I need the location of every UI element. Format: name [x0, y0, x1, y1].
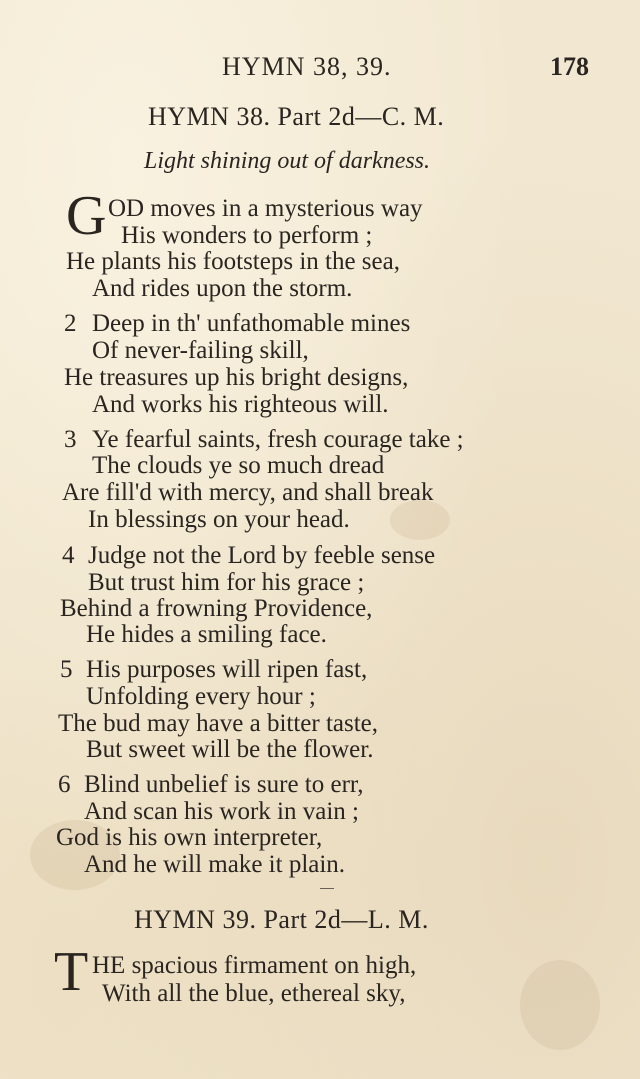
- verse-line: Of never-failing skill,: [92, 337, 309, 364]
- verse-line: He plants his footsteps in the sea,: [66, 248, 400, 275]
- verse-line: Unfolding every hour ;: [86, 683, 316, 710]
- drop-cap: T: [54, 941, 89, 1003]
- verse-line: Blind unbelief is sure to err,: [84, 771, 364, 798]
- verse-line: Behind a frowning Providence,: [60, 595, 373, 622]
- verse-line: His purposes will ripen fast,: [86, 656, 368, 683]
- running-head-title: HYMN 38, 39.: [222, 52, 392, 81]
- verse-line: God is his own interpreter,: [56, 824, 323, 851]
- stanza-number: 4: [62, 542, 75, 569]
- verse-line: The clouds ye so much dread: [92, 452, 385, 479]
- verse-line: HE spacious firmament on high,: [92, 952, 417, 979]
- hymn-39-title: HYMN 39. Part 2d—L. M.: [134, 905, 429, 934]
- verse-line: The bud may have a bitter taste,: [58, 710, 379, 737]
- section-divider: [320, 888, 334, 889]
- stanza-number: 5: [60, 656, 73, 683]
- verse-line: And scan his work in vain ;: [84, 798, 359, 825]
- stanza-number: 2: [64, 310, 77, 337]
- paper-stain: [520, 960, 600, 1050]
- verse-line: In blessings on your head.: [88, 506, 350, 533]
- verse-line: And rides upon the storm.: [92, 275, 353, 302]
- stanza-number: 3: [64, 426, 77, 453]
- drop-cap: G: [66, 185, 107, 247]
- verse-line: OD moves in a mysterious way: [108, 195, 423, 222]
- verse-line: Deep in th' unfathomable mines: [92, 310, 411, 337]
- verse-line: Are fill'd with mercy, and shall break: [62, 479, 434, 506]
- verse-line: He treasures up his bright designs,: [64, 364, 409, 391]
- verse-line: And he will make it plain.: [84, 851, 346, 878]
- verse-line: But sweet will be the flower.: [86, 736, 374, 763]
- page-number: 178: [550, 52, 589, 81]
- verse-line: With all the blue, ethereal sky,: [102, 980, 406, 1007]
- verse-line: His wonders to perform ;: [121, 222, 373, 249]
- stanza-number: 6: [58, 771, 71, 798]
- verse-line: Ye fearful saints, fresh courage take ;: [92, 426, 464, 453]
- verse-line: He hides a smiling face.: [86, 621, 327, 648]
- verse-line: But trust him for his grace ;: [88, 569, 365, 596]
- hymn-38-subtitle: Light shining out of darkness.: [144, 148, 431, 174]
- verse-line: Judge not the Lord by feeble sense: [88, 542, 436, 569]
- hymn-38-title: HYMN 38. Part 2d—C. M.: [148, 102, 445, 131]
- verse-line: And works his righteous will.: [92, 391, 389, 418]
